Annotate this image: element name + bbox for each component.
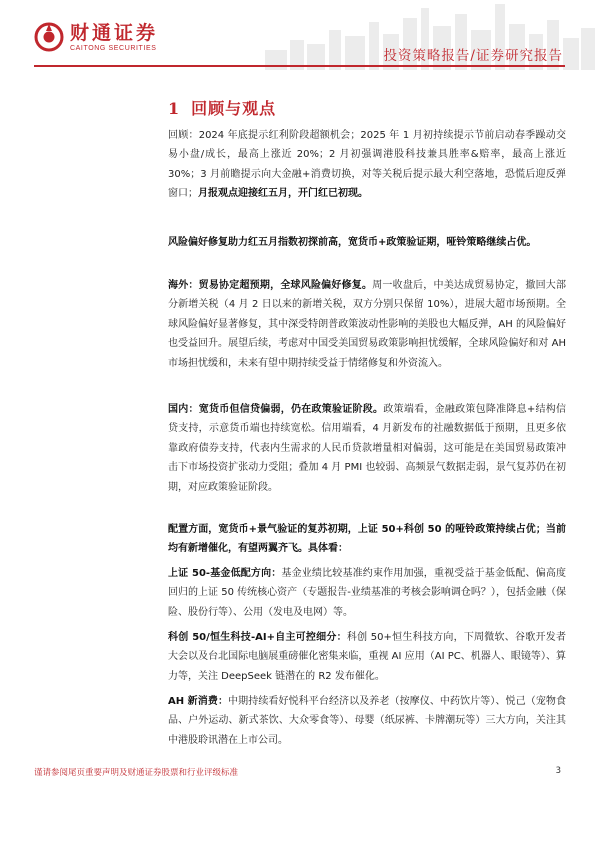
star50-text: 科创 50+恒生科技方向，下周微软、谷歌开发者大会以及台北国际电脑展重磅催化密集来临，重视 AI 应用（AI PC、机器人、眼镜等）、算力等，关注 DeepSeek 链潜在的 R2 发布催化。 (168, 632, 566, 682)
overseas-lead: 海外：贸易协定超预期，全球风险偏好修复。 (168, 280, 373, 291)
review-conclusion: 月报观点迎接红五月，开门红已初现。 (198, 188, 368, 200)
section-title: 回顾与观点 (191, 99, 277, 118)
section-heading (168, 96, 276, 119)
review-paragraph (168, 126, 566, 204)
ah-consumption-paragraph (168, 692, 566, 750)
star50-lead: 科创 50/恒生科技-AI+自主可控细分： (168, 632, 347, 643)
star50-paragraph (168, 628, 566, 686)
domestic-text: 政策端看，金融政策包降准降息+结构信贷支持，示意货币端也持续宽松。信用端看，4 月新发布的社融数据低于预期，且更多依靠政府债券支持，代表内生需求的人民币贷款增量相对偏弱，这可能是在美国贸易政策冲击下市场投资扩张动力受阻；叠加 4 月 PMI 也较弱、高频景气数据走弱，景气复苏仍在初期，对应政策验证阶段。 (168, 404, 566, 493)
sse50-paragraph (168, 564, 566, 622)
section-number: 1 (168, 99, 180, 118)
overseas-paragraph (168, 276, 566, 373)
risk-appetite-paragraph (168, 233, 566, 252)
page-number: 3 (555, 766, 561, 776)
logo-name-cn: 财通证券 (70, 21, 159, 44)
document-type-label: 投资策略报告/证券研究报告 (383, 48, 563, 64)
brand-logo (34, 22, 158, 52)
sse50-lead: 上证 50-基金低配方向： (168, 568, 282, 579)
allocation-headline: 配置方面，宽货币+景气验证的复苏初期，上证 50+科创 50 的哑铃政策持续占优；当前均有新增催化，有望两翼齐飞。具体看： (168, 524, 566, 555)
page-footer (34, 766, 561, 778)
disclaimer-note: 谨请参阅尾页重要声明及财通证券股票和行业评级标准 (34, 768, 239, 778)
domestic-paragraph (168, 400, 566, 497)
sse50-text: 基金业绩比较基准约束作用加强，重视受益于基金低配、偏高度回归的上证 50 传统核心资产（专题报告-业绩基准的考核会影响调仓吗？），包括金融（保险、股份行等）、公用（发电及电网）等。 (168, 568, 566, 618)
allocation-paragraph (168, 520, 566, 559)
logo-mark-icon (34, 22, 64, 52)
overseas-text: 周一收盘后，中美达成贸易协定，撤回大部分新增关税（4 月 2 日以来的新增关税，双方分别只保留 10%），进展大超市场预期。全球风险偏好显著修复，其中深受特朗普政策波动性影响的美股也大幅反弹，AH 的风险偏好也受益回升。展望后续，考虑对中国受美国贸易政策影响担忧缓解，全球风险偏好和对 AH 市场担忧缓和，未来有望中期持续受益于情绪修复和外资流入。 (168, 280, 567, 369)
page-header (0, 0, 595, 80)
review-text: 回顾：2024 年底提示红利阶段超额机会；2025 年 1 月初持续提示节前启动春季躁动交易小盘/成长，最高上涨近 20%；2 月初强调港股科技兼具胜率&赔率，最高上涨近 30%；3 月前瞻提示向大金融+消费切换，对等关税后提示最大利空落地，恐慌后迎反弹窗口； (168, 130, 566, 200)
ah-lead: AH 新消费： (168, 696, 229, 707)
ah-text: 中期持续看好悦科平台经济以及养老（按摩仪、中药饮片等）、悦己（宠物食品、户外运动、新式茶饮、大众零食等）、母婴（纸尿裤、卡牌潮玩等）三大方向，关注其中港股聆讯潜在上市公司。 (168, 696, 567, 746)
risk-appetite-headline: 风险偏好修复助力红五月指数初探前高，宽货币+政策验证期，哑铃策略继续占优。 (168, 237, 537, 248)
header-divider (34, 65, 565, 67)
logo-name-en: CAITONG SECURITIES (70, 44, 157, 52)
domestic-lead: 国内：宽货币但信贷偏弱，仍在政策验证阶段。 (168, 404, 384, 415)
